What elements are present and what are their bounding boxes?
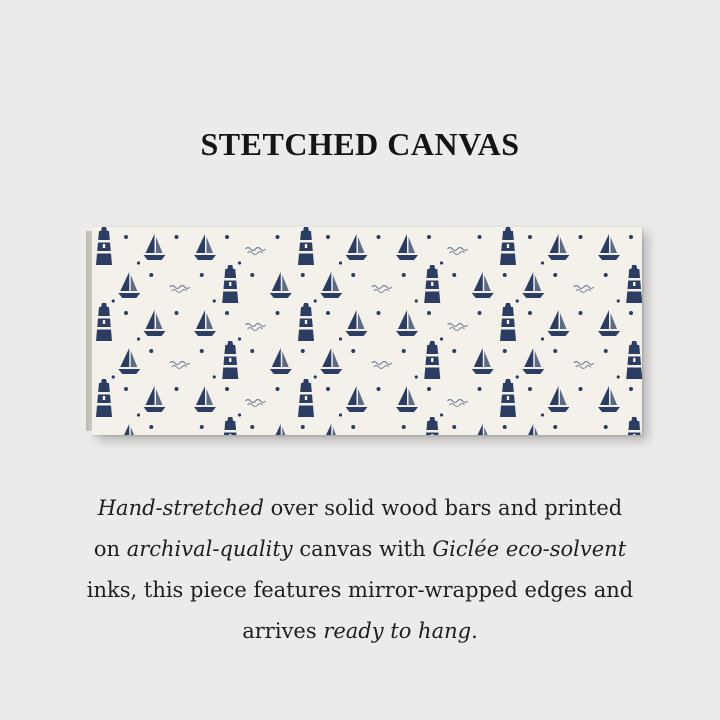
pattern-dot xyxy=(351,425,355,429)
sailboat-icon xyxy=(346,386,368,412)
wave-icon xyxy=(448,400,468,407)
pattern-dot xyxy=(175,311,179,315)
pattern-dot xyxy=(629,387,633,391)
lighthouse-icon xyxy=(222,341,238,379)
sailboat-icon xyxy=(320,272,342,298)
pattern-dot xyxy=(440,413,443,416)
pattern-dot xyxy=(553,349,557,353)
pattern-dot xyxy=(238,337,241,340)
pattern-dot xyxy=(200,425,204,429)
description-line-3: inks, this piece features mirror-wrapped edges and xyxy=(86,578,634,602)
lighthouse-icon xyxy=(424,417,440,435)
canvas-front xyxy=(92,227,642,435)
lighthouse-icon xyxy=(96,303,112,341)
lighthouse-icon xyxy=(298,227,314,265)
pattern-dot xyxy=(339,261,342,264)
sailboat-icon xyxy=(548,310,570,336)
pattern-dot xyxy=(415,299,418,302)
sailboat-icon xyxy=(396,234,418,260)
pattern-dot xyxy=(452,349,456,353)
pattern-dot xyxy=(137,261,140,264)
pattern-dot xyxy=(541,413,544,416)
pattern-dot xyxy=(452,273,456,277)
sailboat-icon xyxy=(144,310,166,336)
sailboat-icon xyxy=(472,348,494,374)
pattern-dot xyxy=(478,387,482,391)
wave-icon xyxy=(246,248,266,255)
pattern-dot xyxy=(402,349,406,353)
pattern-dot xyxy=(250,349,254,353)
pattern-dot xyxy=(276,235,280,239)
pattern-dot xyxy=(579,311,583,315)
wave-icon xyxy=(448,248,468,255)
pattern-dot xyxy=(604,273,608,277)
description-line-1: Hand-stretched over solid wood bars and printed xyxy=(97,496,623,520)
pattern-dot xyxy=(440,337,443,340)
pattern-dot xyxy=(175,387,179,391)
lighthouse-icon xyxy=(298,379,314,417)
lighthouse-icon xyxy=(500,227,516,265)
pattern-dot xyxy=(579,387,583,391)
pattern-dot xyxy=(124,311,128,315)
pattern-dot xyxy=(326,235,330,239)
lighthouse-icon xyxy=(424,341,440,379)
sailboat-icon xyxy=(144,386,166,412)
pattern-dot xyxy=(604,425,608,429)
pattern-dot xyxy=(516,375,519,378)
lighthouse-icon xyxy=(96,227,112,265)
sailboat-icon xyxy=(472,272,494,298)
wave-icon xyxy=(246,400,266,407)
pattern-dot xyxy=(503,425,507,429)
sailboat-icon xyxy=(548,234,570,260)
lighthouse-icon xyxy=(222,265,238,303)
sailboat-icon xyxy=(194,386,216,412)
pattern-dot xyxy=(440,261,443,264)
pattern-dot xyxy=(225,235,229,239)
pattern-dot xyxy=(516,299,519,302)
pattern-dot xyxy=(528,387,532,391)
pattern-dot xyxy=(427,235,431,239)
sailboat-icon xyxy=(118,272,140,298)
pattern-dot xyxy=(339,337,342,340)
sailboat-icon xyxy=(144,234,166,260)
wave-icon xyxy=(246,324,266,331)
sailboat-icon xyxy=(598,310,620,336)
sailboat-icon xyxy=(118,424,140,435)
pattern-dot xyxy=(149,273,153,277)
page-title: STETCHED CANVAS xyxy=(200,126,520,162)
lighthouse-icon xyxy=(500,303,516,341)
pattern-dot xyxy=(175,235,179,239)
sailboat-icon xyxy=(270,348,292,374)
pattern-dot xyxy=(149,349,153,353)
wave-icon xyxy=(448,324,468,331)
pattern-dot xyxy=(225,387,229,391)
sailboat-icon xyxy=(346,310,368,336)
lighthouse-icon xyxy=(222,417,238,435)
sailboat-icon xyxy=(598,386,620,412)
pattern-dot xyxy=(124,235,128,239)
lighthouse-icon xyxy=(298,303,314,341)
pattern-dot xyxy=(124,387,128,391)
pattern-dot xyxy=(617,375,620,378)
pattern-dot xyxy=(478,235,482,239)
sailboat-icon xyxy=(346,234,368,260)
pattern-dot xyxy=(351,273,355,277)
pattern-dot xyxy=(200,349,204,353)
lighthouse-icon xyxy=(626,417,642,435)
wave-icon xyxy=(372,286,392,293)
sailboat-icon xyxy=(270,424,292,435)
pattern-dot xyxy=(541,261,544,264)
pattern-dot xyxy=(250,273,254,277)
pattern-dot xyxy=(579,235,583,239)
lighthouse-icon xyxy=(626,341,642,379)
pattern-dot xyxy=(326,387,330,391)
sailboat-icon xyxy=(118,348,140,374)
wave-icon xyxy=(372,362,392,369)
pattern-dot xyxy=(427,311,431,315)
pattern-dot xyxy=(225,311,229,315)
sailboat-icon xyxy=(194,310,216,336)
wave-icon xyxy=(574,286,594,293)
wave-icon xyxy=(574,362,594,369)
pattern-dot xyxy=(326,311,330,315)
pattern-dot xyxy=(200,273,204,277)
canvas-print-product xyxy=(86,227,642,439)
pattern-dot xyxy=(301,273,305,277)
lighthouse-icon xyxy=(500,379,516,417)
nautical-pattern xyxy=(92,227,642,435)
sailboat-icon xyxy=(522,424,544,435)
description-line-2: on archival-quality canvas with Giclée eco-solvent xyxy=(93,537,627,561)
sailboat-icon xyxy=(396,310,418,336)
pattern-dot xyxy=(553,273,557,277)
pattern-dot xyxy=(541,337,544,340)
product-description xyxy=(50,488,670,652)
pattern-dot xyxy=(377,235,381,239)
pattern-dot xyxy=(137,337,140,340)
pattern-dot xyxy=(629,235,633,239)
sailboat-icon xyxy=(522,348,544,374)
pattern-dot xyxy=(528,311,532,315)
lighthouse-icon xyxy=(626,265,642,303)
pattern-dot xyxy=(415,375,418,378)
sailboat-icon xyxy=(396,386,418,412)
pattern-dot xyxy=(629,311,633,315)
pattern-dot xyxy=(250,425,254,429)
pattern-dot xyxy=(276,387,280,391)
pattern-dot xyxy=(213,299,216,302)
sailboat-icon xyxy=(194,234,216,260)
sailboat-icon xyxy=(522,272,544,298)
pattern-dot xyxy=(314,375,317,378)
sailboat-icon xyxy=(472,424,494,435)
pattern-dot xyxy=(377,311,381,315)
pattern-dot xyxy=(478,311,482,315)
pattern-dot xyxy=(604,349,608,353)
pattern-dot xyxy=(301,349,305,353)
pattern-dot xyxy=(276,311,280,315)
pattern-dot xyxy=(503,349,507,353)
pattern-dot xyxy=(617,299,620,302)
pattern-dot xyxy=(377,387,381,391)
wave-icon xyxy=(170,362,190,369)
pattern-dot xyxy=(553,425,557,429)
pattern-dot xyxy=(112,375,115,378)
pattern-dot xyxy=(301,425,305,429)
pattern-dot xyxy=(339,413,342,416)
pattern-dot xyxy=(314,299,317,302)
wave-icon xyxy=(170,286,190,293)
sailboat-icon xyxy=(270,272,292,298)
pattern-dot xyxy=(427,387,431,391)
lighthouse-icon xyxy=(424,265,440,303)
pattern-dot xyxy=(149,425,153,429)
pattern-dot xyxy=(238,261,241,264)
sailboat-icon xyxy=(320,424,342,435)
pattern-dot xyxy=(112,299,115,302)
pattern-dot xyxy=(351,349,355,353)
pattern-dot xyxy=(238,413,241,416)
sailboat-icon xyxy=(598,234,620,260)
pattern-dot xyxy=(402,425,406,429)
pattern-dot xyxy=(137,413,140,416)
lighthouse-icon xyxy=(96,379,112,417)
pattern-dot xyxy=(503,273,507,277)
pattern-dot xyxy=(528,235,532,239)
pattern-dot xyxy=(452,425,456,429)
sailboat-icon xyxy=(548,386,570,412)
sailboat-icon xyxy=(320,348,342,374)
pattern-dot xyxy=(213,375,216,378)
pattern-dot xyxy=(402,273,406,277)
description-line-4: arrives ready to hang. xyxy=(242,619,478,643)
